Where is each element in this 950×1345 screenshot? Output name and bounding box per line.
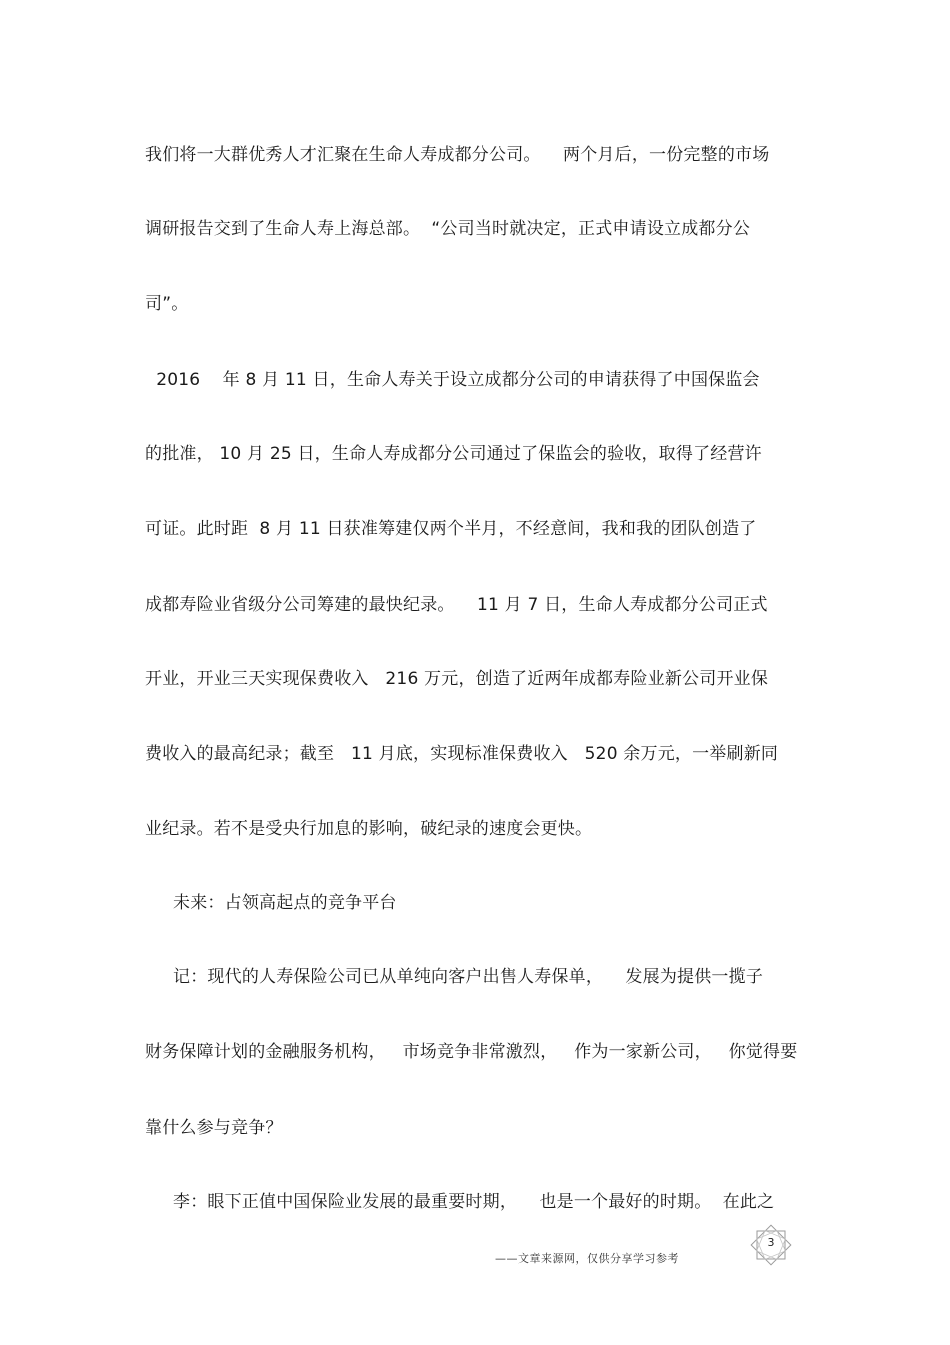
- body-line: 靠什么参与竞争？: [145, 1118, 283, 1138]
- body-line: 业纪录。若不是受央行加息的影响，破纪录的速度会更快。: [145, 819, 593, 839]
- body-line: 可证。此时距 8 月 11 日获准筹建仅两个半月，不经意间，我和我的团队创造了: [145, 519, 757, 539]
- page-number-badge: [748, 1222, 794, 1268]
- body-line: 的批准， 10 月 25 日，生命人寿成都分公司通过了保监会的验收，取得了经营许: [145, 444, 762, 464]
- page-number: 3: [767, 1236, 775, 1249]
- section-heading: 未来：占领高起点的竞争平台: [145, 893, 397, 913]
- body-line: 调研报告交到了生命人寿上海总部。 “公司当时就决定，正式申请设立成都分公: [145, 219, 751, 239]
- body-line: 财务保障计划的金融服务机构， 市场竞争非常激烈， 作为一家新公司， 你觉得要: [145, 1042, 798, 1062]
- body-line: 2016 年 8 月 11 日，生命人寿关于设立成都分公司的申请获得了中国保监会: [145, 370, 760, 390]
- body-line: 记：现代的人寿保险公司已从单纯向客户出售人寿保单， 发展为提供一揽子: [145, 967, 764, 987]
- body-line: 成都寿险业省级分公司筹建的最快纪录。 11 月 7 日，生命人寿成都分公司正式: [145, 595, 768, 615]
- body-line: 费收入的最高纪录；截至 11 月底，实现标准保费收入 520 余万元，一举刷新同: [145, 744, 779, 764]
- body-line: 我们将一大群优秀人才汇聚在生命人寿成都分公司。 两个月后，一份完整的市场: [145, 145, 770, 165]
- body-line: 开业，开业三天实现保费收入 216 万元，创造了近两年成都寿险业新公司开业保: [145, 669, 769, 689]
- source-footnote: ——文章来源网，仅供分享学习参考: [495, 1252, 679, 1265]
- body-line: 司”。: [145, 294, 189, 314]
- body-line: 李：眼下正值中国保险业发展的最重要时期， 也是一个最好的时期。 在此之: [145, 1192, 775, 1212]
